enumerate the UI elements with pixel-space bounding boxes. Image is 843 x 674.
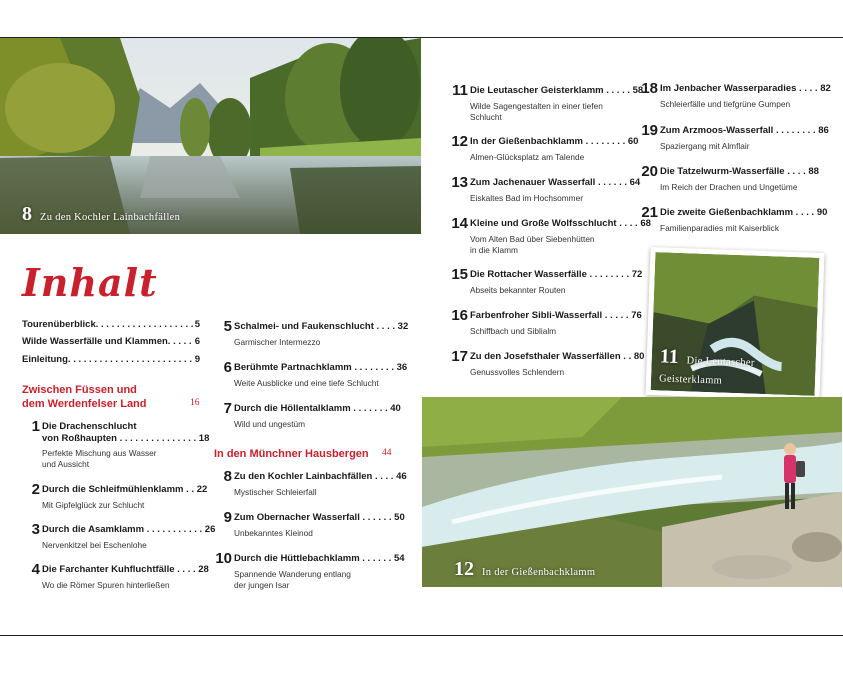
- tour-number: 9: [223, 509, 232, 526]
- book-spread: [0, 37, 843, 636]
- photo-caption: [454, 558, 595, 581]
- tour-title: [660, 166, 819, 178]
- tour-title: [470, 177, 640, 189]
- tour-subtitle: [660, 141, 749, 152]
- tour-number: 16: [451, 307, 468, 324]
- tour-subtitle: [470, 152, 584, 163]
- toc-dots: [68, 354, 193, 365]
- tour-subtitle: [234, 528, 313, 539]
- photo-kochler-lainbachfaelle: [0, 38, 421, 234]
- photo-caption-text: Zu den Kochler Lainbachfällen: [40, 212, 181, 223]
- tour-page-number: 64: [629, 177, 641, 188]
- toc-page-number: 9: [194, 354, 200, 365]
- tour-number: 17: [451, 348, 468, 365]
- tour-title: [470, 351, 644, 363]
- toc-entry-einleitung[interactable]: [22, 354, 200, 365]
- tour-number: 3: [31, 521, 40, 538]
- tour-subtitle: [660, 223, 779, 234]
- tour-title: [470, 136, 638, 148]
- tour-page-number: 26: [204, 524, 216, 535]
- tour-title: [234, 553, 405, 565]
- tour-title-text: In der Gießenbachklamm: [470, 136, 583, 147]
- tour-title: [470, 269, 642, 281]
- tour-subtitle-line: Garmischer Intermezzo: [234, 337, 321, 347]
- tour-subtitle: [660, 99, 790, 110]
- tour-subtitle: [234, 378, 379, 389]
- tour-page-number: 76: [631, 310, 642, 321]
- tour-subtitle-line: Eiskaltes Bad im Hochsommer: [470, 193, 583, 203]
- tour-title: [470, 85, 643, 97]
- photo-caption: [659, 345, 816, 391]
- photo-leutascher-geisterklamm: [645, 247, 824, 401]
- tour-title-text: Durch die Hüttlebachklamm: [234, 553, 360, 564]
- tour-subtitle-line: der jungen Isar: [234, 579, 290, 590]
- photo-caption-text: In der Gießenbachklamm: [482, 567, 596, 578]
- tour-number: 2: [31, 481, 40, 498]
- tour-title-text: Durch die Schleifmühlenklamm: [42, 484, 184, 495]
- tour-title: [470, 310, 642, 322]
- tour-title-text: Zu den Josefsthaler Wasserfällen: [470, 351, 621, 362]
- tour-subtitle-line: Abseits bekannter Routen: [470, 285, 566, 295]
- tour-subtitle-line: Perfekte Mischung aus Wasser: [42, 448, 157, 458]
- tour-number: 6: [223, 359, 232, 376]
- tour-subtitle: [42, 448, 157, 469]
- tour-title: [234, 403, 401, 415]
- tour-subtitle-line: Nervenkitzel bei Eschenlohe: [42, 540, 147, 550]
- tour-page-number: 90: [816, 207, 828, 218]
- tour-subtitle: [470, 193, 583, 204]
- photo-number: 12: [454, 558, 474, 580]
- tour-page-number: 60: [627, 136, 639, 147]
- toc-dots: . . . .: [372, 471, 397, 482]
- tour-subtitle: [42, 500, 144, 511]
- tour-number: 7: [223, 400, 232, 417]
- tour-title-text: Berühmte Partnachklamm: [234, 362, 352, 373]
- tour-title-text: Die Tatzelwurm-Wasserfälle: [660, 166, 785, 177]
- tour-page-number: 46: [396, 471, 407, 482]
- toc-dots: . . . . . .: [359, 553, 394, 564]
- tour-number: 5: [223, 318, 232, 335]
- toc-dots: [168, 336, 193, 347]
- tour-title-text: Die zweite Gießenbachklamm: [660, 207, 794, 218]
- photo-caption-text: Die Leutascher Geisterklamm: [658, 355, 755, 387]
- toc-dots: [96, 319, 193, 330]
- section-heading[interactable]: [22, 383, 147, 411]
- tour-page-number: 40: [390, 403, 401, 414]
- tour-number: 21: [641, 204, 658, 221]
- tour-number: 20: [641, 163, 658, 180]
- hiker-figure: [784, 455, 796, 483]
- tour-page-number: 50: [394, 512, 405, 523]
- toc-page-number: 5: [194, 319, 200, 330]
- toc-dots: . . . . . . . . . . . . . . .: [116, 433, 199, 444]
- toc-dots: . . . . . .: [595, 177, 630, 188]
- tour-title-text: Zum Arzmoos-Wasserfall: [660, 125, 774, 136]
- tour-title: [234, 512, 405, 524]
- tour-number: 1: [31, 418, 40, 435]
- tour-subtitle-line: Weite Ausblicke und eine tiefe Schlucht: [234, 378, 379, 388]
- tour-subtitle-line: Spannende Wanderung entlang: [234, 569, 351, 579]
- section-title-line: dem Werdenfelser Land: [22, 398, 147, 410]
- toc-dots: . . . . .: [602, 310, 632, 321]
- tour-subtitle: [470, 234, 595, 255]
- tour-subtitle: [470, 367, 564, 378]
- tour-title-text: Schalmei- und Faukenschlucht: [234, 321, 374, 332]
- tour-subtitle: [470, 326, 556, 337]
- tour-page-number: 58: [632, 85, 644, 96]
- tour-number: 14: [451, 215, 468, 232]
- tour-title: [470, 218, 651, 230]
- toc-page-number: 6: [194, 336, 200, 347]
- tour-page-number: 72: [631, 269, 643, 280]
- tour-title-text: von Roßhaupten: [42, 433, 117, 444]
- section-title-line: Zwischen Füssen und: [22, 384, 137, 396]
- toc-dots: . . . .: [784, 166, 809, 177]
- toc-dots: . . . .: [373, 321, 398, 332]
- tour-title-text: Im Jenbacher Wasserparadies: [660, 83, 797, 94]
- tour-title-text: Zum Jachenauer Wasserfall: [470, 177, 596, 188]
- tour-subtitle-line: Schiffbach und Siblialm: [470, 326, 557, 336]
- tour-title: [42, 484, 207, 496]
- tour-number: 11: [452, 82, 468, 99]
- tour-page-number: 88: [808, 166, 819, 177]
- tour-title-text: Farbenfroher Sibli-Wasserfall: [470, 310, 603, 321]
- section-title-line: In den Münchner Hausbergen: [214, 448, 369, 460]
- page-title: Inhalt: [22, 260, 158, 305]
- toc-dots: . . . . . . . .: [582, 136, 628, 147]
- tour-subtitle-line: Im Reich der Drachen und Ungetüme: [660, 182, 798, 192]
- toc-dots: . . . . . .: [359, 512, 395, 523]
- tour-title: [42, 421, 209, 445]
- tour-subtitle: [470, 101, 603, 122]
- tour-title-text: Zum Obernacher Wasserfall: [234, 512, 360, 523]
- tour-title-line: [42, 433, 209, 445]
- tour-number: 4: [31, 561, 40, 578]
- tour-number: 12: [451, 133, 468, 150]
- tour-subtitle: [234, 337, 320, 348]
- toc-dots: . .: [620, 351, 634, 362]
- toc-dots: . . . . . . . .: [586, 269, 632, 280]
- tour-subtitle-line: Familienparadies mit Kaiserblick: [660, 223, 779, 233]
- tour-page-number: 80: [633, 351, 645, 362]
- tour-title: [660, 125, 829, 137]
- tour-title-text: Zu den Kochler Lainbachfällen: [234, 471, 373, 482]
- tour-subtitle: [470, 285, 565, 296]
- tour-page-number: 18: [198, 433, 210, 444]
- toc-dots: . . . .: [796, 83, 821, 94]
- toc-entry-label: Tourenüberblick: [22, 319, 96, 330]
- tour-page-number: 68: [640, 218, 651, 229]
- tour-title: [42, 564, 209, 576]
- tour-number: 10: [215, 550, 232, 567]
- toc-dots: . . . . . . . .: [351, 362, 397, 373]
- toc-entry-tourenueberblick[interactable]: [22, 319, 200, 330]
- toc-dots: . . . . . . .: [350, 403, 391, 414]
- tour-title: [42, 524, 215, 536]
- tour-subtitle-line: Mystischer Schleierfall: [234, 487, 317, 497]
- tour-subtitle-line: Schlucht: [470, 111, 502, 122]
- tour-subtitle-line: Spaziergang mit Almflair: [660, 141, 750, 151]
- toc-dots: . . . . . . . .: [773, 125, 819, 136]
- tour-subtitle-line: Wild und ungestüm: [234, 419, 306, 429]
- tour-title-line: Die Drachenschlucht: [42, 421, 137, 432]
- tour-page-number: 22: [196, 484, 208, 495]
- toc-dots: . . . .: [793, 207, 817, 218]
- tour-subtitle-line: Schleierfälle und tiefgrüne Gumpen: [660, 99, 791, 109]
- tour-subtitle: [234, 487, 317, 498]
- tour-title: [234, 362, 407, 374]
- tour-subtitle: [42, 540, 147, 551]
- tour-title-text: Durch die Asamklamm: [42, 524, 145, 535]
- tour-number: 18: [641, 80, 658, 97]
- tour-subtitle: [234, 569, 351, 590]
- tour-number: 19: [641, 122, 658, 139]
- tour-page-number: 28: [198, 564, 209, 575]
- section-page-number: 44: [382, 448, 392, 458]
- toc-dots: . .: [183, 484, 197, 495]
- tour-title-text: Durch die Höllentalklamm: [234, 403, 351, 414]
- photo-number: 11: [659, 345, 680, 369]
- tour-subtitle: [660, 182, 797, 193]
- tour-subtitle-line: Genussvolles Schlendern: [470, 367, 565, 377]
- tour-page-number: 82: [820, 83, 831, 94]
- tour-subtitle-line: Mit Gipfelglück zur Schlucht: [42, 500, 145, 510]
- toc-dots: . . . .: [174, 564, 199, 575]
- tour-subtitle-line: Wo die Römer Spuren hinterließen: [42, 580, 170, 590]
- tour-number: 8: [223, 468, 232, 485]
- tour-subtitle-line: Almen-Glücksplatz am Talende: [470, 152, 585, 162]
- tour-title: [234, 471, 407, 483]
- tour-title-text: Die Farchanter Kuhfluchtfälle: [42, 564, 175, 575]
- photo-number: 8: [22, 203, 32, 225]
- tour-page-number: 32: [397, 321, 409, 332]
- toc-dots: . . . . .: [603, 85, 633, 96]
- tour-page-number: 36: [396, 362, 408, 373]
- tour-title: [660, 83, 831, 95]
- tour-title: [234, 321, 408, 333]
- tour-title-text: Die Leutascher Geisterklamm: [470, 85, 604, 96]
- tour-subtitle-line: in die Klamm: [470, 244, 518, 255]
- tour-page-number: 86: [818, 125, 829, 136]
- photo-caption: [22, 203, 180, 226]
- toc-dots: . . . .: [616, 218, 641, 229]
- section-page-number: 16: [190, 398, 200, 408]
- tour-subtitle: [42, 580, 170, 591]
- tour-page-number: 54: [393, 553, 405, 564]
- tour-subtitle: [234, 419, 305, 430]
- toc-entry-label: Einleitung: [22, 354, 68, 365]
- tour-subtitle-line: Wilde Sagengestalten in einer tiefen: [470, 101, 603, 111]
- toc-entry-label: Wilde Wasserfälle und Klammen: [22, 336, 168, 347]
- tour-title: [660, 207, 827, 219]
- tour-number: 15: [451, 266, 468, 283]
- tour-subtitle-line: und Aussicht: [42, 458, 90, 469]
- tour-title-text: Kleine und Große Wolfsschlucht: [470, 218, 617, 229]
- photo-giessenbachklamm: [422, 397, 842, 587]
- toc-dots: . . . . . . . . . . .: [144, 524, 205, 535]
- toc-entry-wilde-wasserfaelle[interactable]: [22, 336, 200, 347]
- tour-subtitle-line: Unbekanntes Kleinod: [234, 528, 313, 538]
- tour-title-text: Die Rottacher Wasserfälle: [470, 269, 587, 280]
- tour-subtitle-line: Vom Alten Bad über Siebenhütten: [470, 234, 595, 244]
- tour-number: 13: [451, 174, 468, 191]
- section-heading[interactable]: [214, 447, 369, 461]
